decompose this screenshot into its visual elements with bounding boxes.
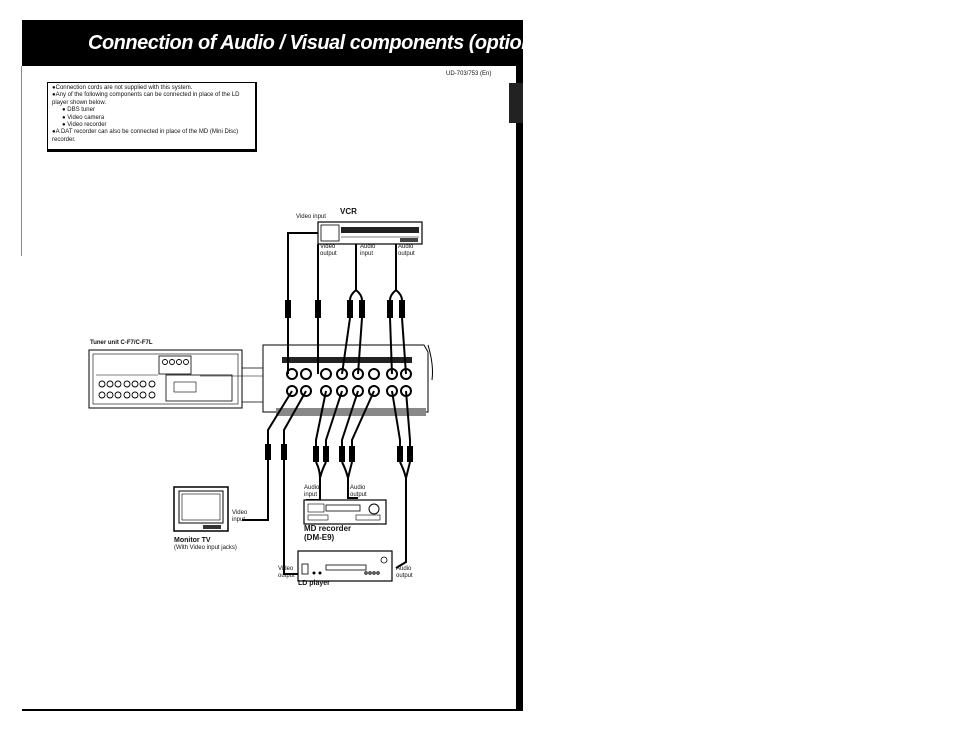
note-components: ●Any of the following components can be connected in place of the LD player shown below. xyxy=(52,92,240,106)
md-recorder-title: MD recorder xyxy=(304,524,352,533)
vcr-audio-output-label: Audio output xyxy=(398,244,415,257)
ld-video-output-label: Video output xyxy=(278,566,295,579)
tv-video-input-label: Video input xyxy=(232,510,248,523)
tuner-unit-panel xyxy=(89,350,280,408)
md-recorder-model: (DM-E9) xyxy=(304,533,335,542)
ld-player-device xyxy=(298,551,392,581)
ld-audio-output-label: Audio output xyxy=(396,566,413,579)
note-item-camera: ● Video camera xyxy=(62,114,105,121)
md-audio-input-label: Audio input xyxy=(304,485,320,498)
note-item-recorder: ● Video recorder xyxy=(62,122,107,129)
vcr-device xyxy=(318,222,422,244)
md-recorder-device xyxy=(304,500,386,524)
cables-bottom xyxy=(242,391,410,574)
model-reference: UD-703/753 (En) xyxy=(446,71,492,77)
note-cords: ●Connection cords are not supplied with this system. xyxy=(52,85,193,91)
vcr-video-input-label: Video input xyxy=(296,214,326,220)
plugs-vcr xyxy=(285,300,405,318)
monitor-tv-device xyxy=(174,487,228,531)
vcr-title: VCR xyxy=(340,207,357,216)
monitor-tv-subtitle: (With Video input jacks) xyxy=(174,545,237,551)
md-audio-output-label: Audio output xyxy=(350,485,367,498)
note-dat: ●A DAT recorder can also be connected in place of the MD (Mini Disc) recorder. xyxy=(52,129,239,143)
page-title: Connection of Audio / Visual components (optional) xyxy=(88,32,555,54)
tuner-unit-title: Tuner unit C-F7/C-F7L xyxy=(90,340,153,346)
ld-player-title: LD player xyxy=(298,580,330,587)
vcr-audio-input-label: Audio input xyxy=(360,244,376,257)
plugs-bottom xyxy=(265,444,413,462)
vcr-video-output-label: Video output xyxy=(320,244,337,257)
monitor-tv-title: Monitor TV xyxy=(174,537,211,544)
note-item-dbs: ● DBS tuner xyxy=(62,107,95,114)
